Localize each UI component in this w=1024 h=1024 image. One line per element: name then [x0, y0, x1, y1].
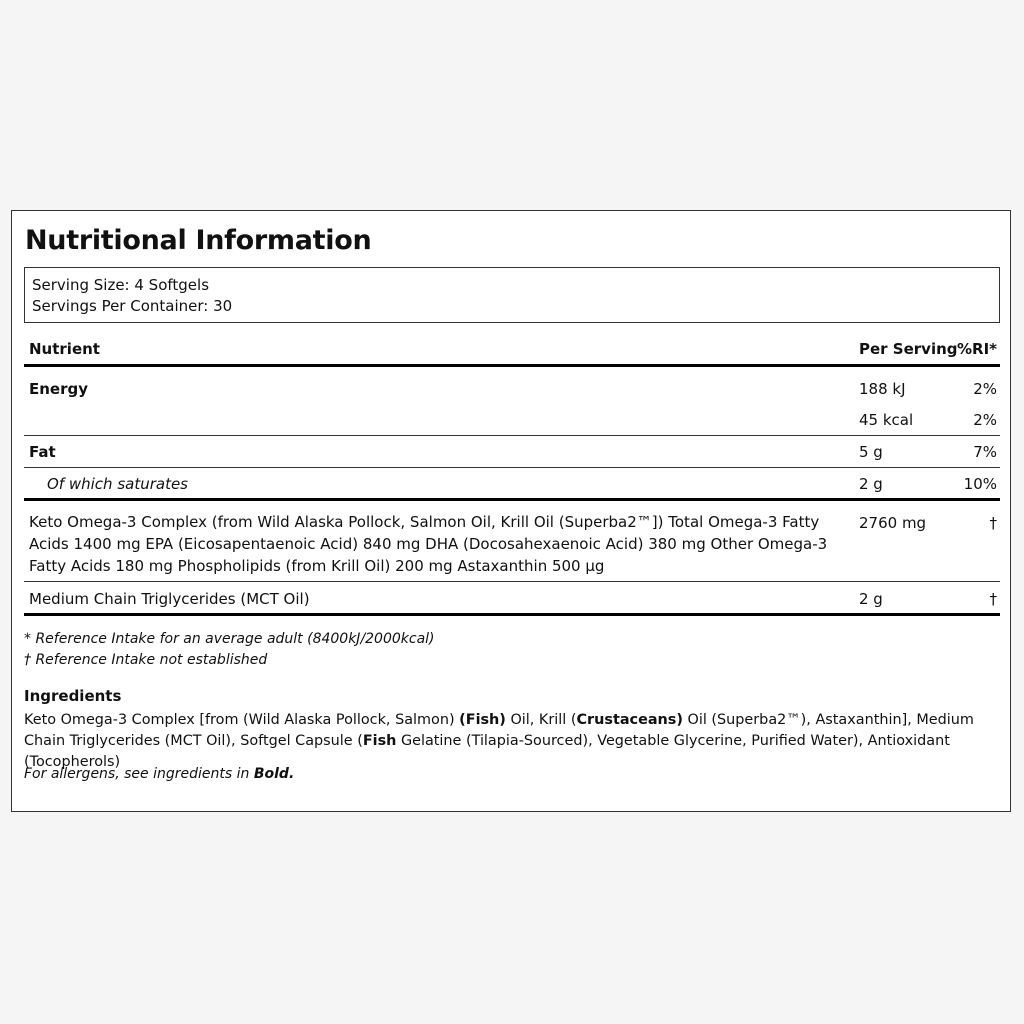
- energy-kj-value: 188 kJ: [859, 380, 906, 398]
- serving-info-box: [24, 267, 1000, 323]
- ingredients-part: Gelatine (Tilapia-Sourced), Vegetable Glycerine, Purified Water), Antioxidant (Tocopherols): [24, 733, 950, 770]
- ingredients-part: Oil, Krill (: [505, 712, 577, 728]
- mct-label: Medium Chain Triglycerides (MCT Oil): [29, 590, 310, 608]
- ri-reference-note: * Reference Intake for an average adult (8400kJ/2000kcal): [24, 631, 435, 647]
- table-bottom-divider: [24, 613, 1000, 616]
- fat-ri: 7%: [973, 443, 997, 461]
- header-nutrient: Nutrient: [29, 340, 100, 358]
- omega-complex-ri: †: [989, 514, 997, 532]
- allergen-note-text: For allergens, see ingredients in: [24, 766, 254, 782]
- row-divider: [24, 581, 1000, 582]
- ingredients-part: Oil (Superba2™), Astaxanthin], Medium Chain Triglycerides (MCT Oil), Softgel Capsule (: [24, 712, 974, 749]
- ri-not-established-note: † Reference Intake not established: [24, 652, 268, 668]
- page-title: Nutritional Information: [25, 225, 372, 256]
- energy-label: Energy: [29, 380, 89, 398]
- fat-label: Fat: [29, 443, 56, 461]
- ingredients-text: [24, 710, 984, 773]
- omega-complex-value: 2760 mg: [859, 514, 927, 532]
- energy-kcal-value: 45 kcal: [859, 411, 914, 429]
- fat-value: 5 g: [859, 443, 883, 461]
- saturates-label: Of which saturates: [47, 475, 188, 493]
- row-divider: [24, 435, 1000, 436]
- allergen-note: [24, 766, 294, 782]
- section-divider: [24, 498, 1000, 501]
- nutrition-panel: [11, 210, 1011, 812]
- omega-complex-description: Keto Omega-3 Complex (from Wild Alaska Pollock, Salmon Oil, Krill Oil (Superba2™]) Total Omega-3 Fatty Acids 1400 mg EPA (Eicosapentaenoic Acid) 840 mg DHA (Docosahexaenoic Acid) 380 mg Other Omega-3 Fatty Acids 180 mg Phospholipids (from Krill Oil) 200 mg Astaxanthin 500 µg: [29, 513, 828, 575]
- saturates-ri: 10%: [963, 475, 997, 493]
- header-ri: %RI*: [956, 340, 997, 358]
- servings-per-container: Servings Per Container: 30: [32, 297, 233, 315]
- allergen-fish: Fish: [362, 733, 397, 749]
- serving-size: Serving Size: 4 Softgels: [32, 276, 210, 294]
- allergen-note-bold: Bold.: [253, 766, 295, 782]
- mct-value: 2 g: [859, 590, 883, 608]
- header-per-serving: Per Serving: [859, 340, 958, 358]
- header-divider: [24, 364, 1000, 367]
- energy-kj-ri: 2%: [973, 380, 997, 398]
- table-row-omega-complex: [24, 511, 1000, 581]
- allergen-crustaceans: Crustaceans): [576, 712, 683, 728]
- ingredients-part: Keto Omega-3 Complex [from (Wild Alaska Pollock, Salmon): [24, 712, 460, 728]
- allergen-fish: (Fish): [459, 712, 506, 728]
- mct-ri: †: [989, 590, 997, 608]
- row-divider: [24, 467, 1000, 468]
- saturates-value: 2 g: [859, 475, 883, 493]
- energy-kcal-ri: 2%: [973, 411, 997, 429]
- ingredients-heading: Ingredients: [24, 687, 122, 705]
